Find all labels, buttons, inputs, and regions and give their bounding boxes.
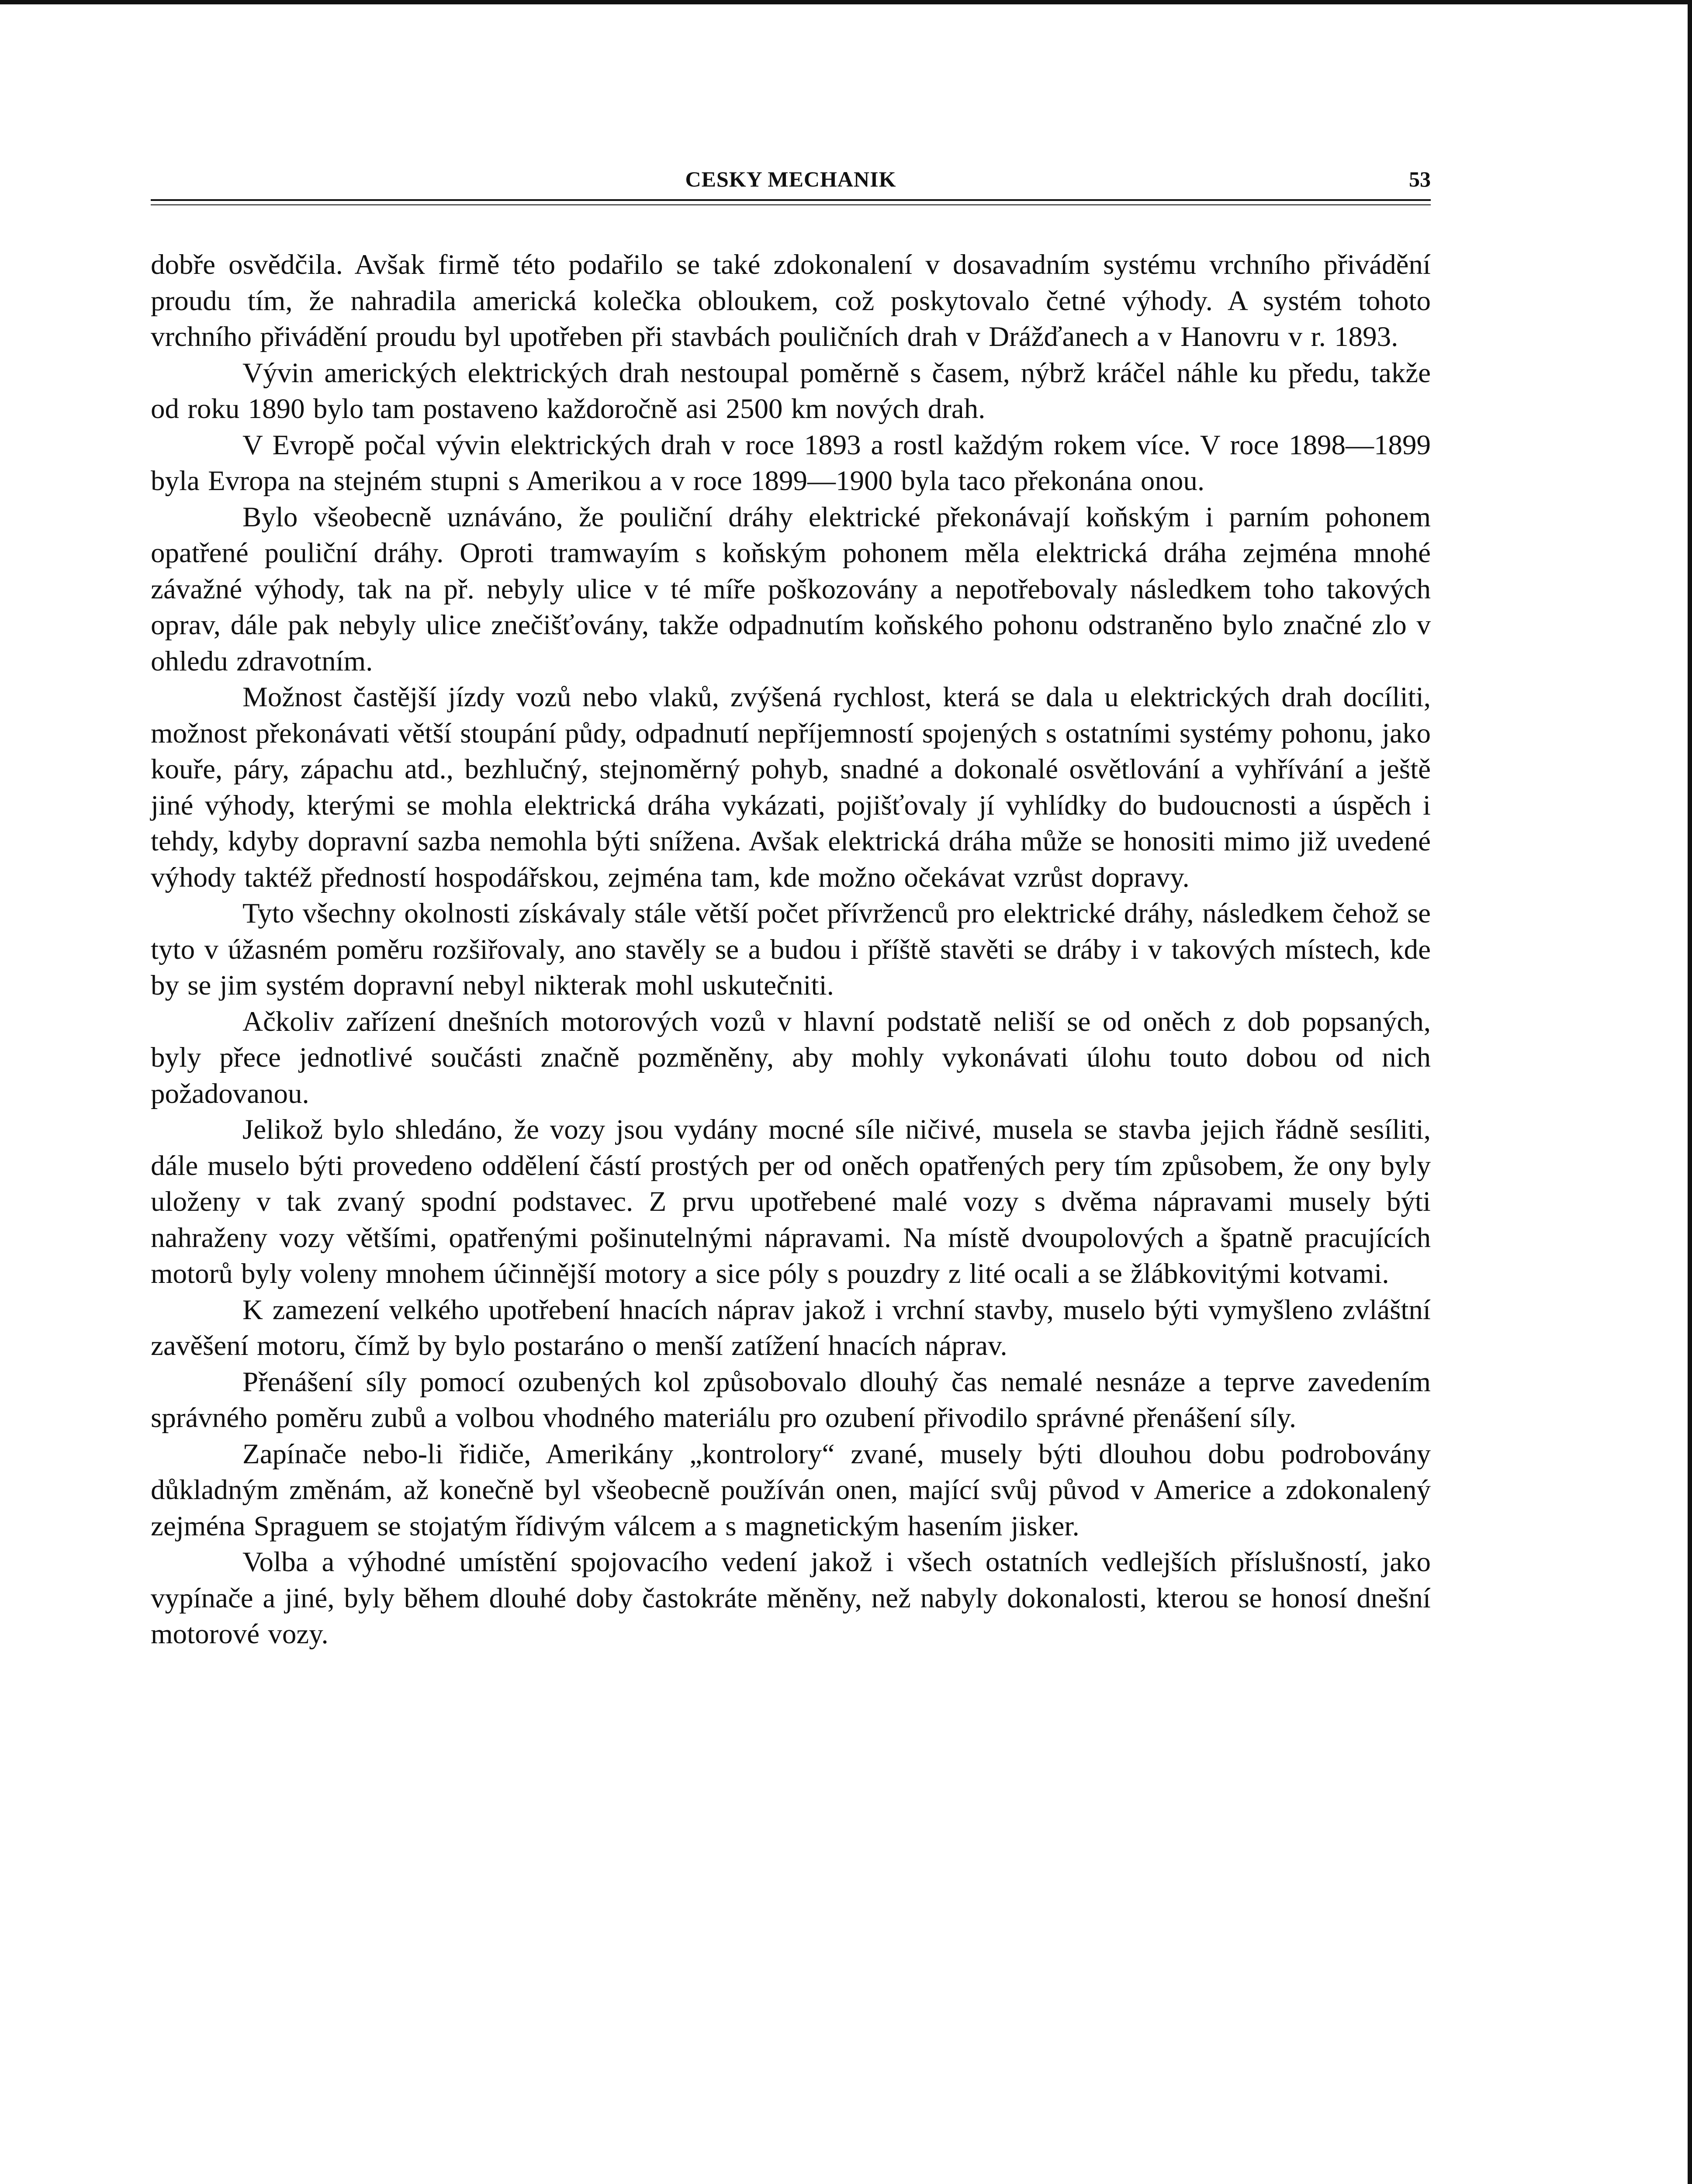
paragraph: Jelikož bylo shledáno, že vozy jsou vydány mocné síle ničivé, musela se stavba jejich řádně sesíliti, dále muselo býti provedeno oddělení částí prostých per od oněch opatřených pery tím způsobem, že ony byly uloženy v tak zvaný spodní podstavec. Z prvu upotřebené malé vozy s dvěma nápravami musely býti nahraženy vozy většími, opatřenými pošinutelnými nápravami. Na místě dvoupolových a špatně pracujících motorů byly voleny mnohem účinnější motory a sice póly s pouzdry z lité ocali a se žlábkovitými kotvami. <box>151 1114 1431 1289</box>
paragraph: K zamezení velkého upotřebení hnacích náprav jakož i vrchní stavby, muselo býti vymyšleno zvláštní zavěšení motoru, čímž by bylo postaráno o menší zatížení hnacích náprav. <box>151 1294 1431 1362</box>
header-rule-thin <box>151 204 1431 205</box>
page-number: 53 <box>1409 167 1431 191</box>
paragraph: dobře osvědčila. Avšak firmě této podařilo se také zdokonalení v dosavadním systému vrchního přivádění proudu tím, že nahradila americká kolečka obloukem, což poskytovalo četné výhody. A systém tohoto vrchního přivádění proudu byl upotřeben při stavbách pouličních drah v Drážďanech a v Hanovru v r. 1893. <box>151 249 1431 352</box>
paragraph: Bylo všeobecně uznáváno, že pouliční dráhy elektrické překonávají koňským i parním pohonem opatřené pouliční dráhy. Oproti tramwayím s koňským pohonem měla elektrická dráha zejména mnohé závažné výhody, tak na př. nebyly ulice v té míře poškozovány a nepotřebovaly následkem toho takových oprav, dále pak nebyly ulice znečišťovány, takže odpadnutím koňského pohonu odstraněno bylo značné zlo v ohledu zdravotním. <box>151 501 1431 677</box>
body-text <box>151 247 1431 1652</box>
paragraph: Zapínače nebo-li řidiče, Amerikány „kontrolory“ zvané, musely býti dlouhou dobu podrobovány důkladným změnám, až konečně byl všeobecně používán onen, mající svůj původ v Americe a zdokonalený zejména Spraguem se stojatým řídivým válcem a s magnetickým hasením jisker. <box>151 1438 1431 1542</box>
paragraph: V Evropě počal vývin elektrických drah v roce 1893 a rostl každým rokem více. V roce 1898—1899 byla Evropa na stejném stupni s Amerikou a v roce 1899—1900 byla taco překonána onou. <box>151 429 1431 497</box>
paragraph: Přenášení síly pomocí ozubených kol způsobovalo dlouhý čas nemalé nesnáze a teprve zavedením správného poměru zubů a volbou vhodného materiálu pro ozubení přivodilo správné přenášení síly. <box>151 1366 1431 1434</box>
paragraph: Tyto všechny okolnosti získávaly stále větší počet přívrženců pro elektrické dráhy, následkem čehož se tyto v úžasném poměru rozšiřovaly, ano stavěly se a budou i příště stavěti se dráby i v takových místech, kde by se jim systém dopravní nebyl nikterak mohl uskutečniti. <box>151 898 1431 1001</box>
paragraph: Vývin amerických elektrických drah nestoupal poměrně s časem, nýbrž kráčel náhle ku předu, takže od roku 1890 bylo tam postaveno každoročně asi 2500 km nových drah. <box>151 357 1431 425</box>
paragraph: Ačkoliv zařízení dnešních motorových vozů v hlavní podstatě neliší se od oněch z dob popsaných, byly přece jednotlivé součásti značně pozměněny, aby mohly vykonávati úlohu touto dobou od nich požadovanou. <box>151 1006 1431 1109</box>
paragraph: Volba a výhodné umístění spojovacího vedení jakož i všech ostatních vedlejších příslušností, jako vypínače a jiné, byly během dlouhé doby častokráte měněny, než nabyly dokonalosti, kterou se honosí dnešní motorové vozy. <box>151 1546 1431 1650</box>
running-title: CESKY MECHANIK <box>685 167 896 191</box>
header-rule <box>151 199 1431 201</box>
page-header <box>151 166 1431 192</box>
paragraph: Možnost častější jízdy vozů nebo vlaků, zvýšená rychlost, která se dala u elektrických drah docíliti, možnost překonávati větší stoupání půdy, odpadnutí nepříjemností spojených s ostatními systémy pohonu, jako kouře, páry, zápachu atd., bezhlučný, stejnoměrný pohyb, snadné a dokonalé osvětlování a vyhřívání a ještě jiné výhody, kterými se mohla elektrická dráha vykázati, pojišťovaly jí vyhlídky do budoucnosti a úspěch i tehdy, kdyby dopravní sazba nemohla býti snížena. Avšak elektrická dráha může se honositi mimo již uvedené výhody taktéž předností hospodářskou, zejména tam, kde možno očekávat vzrůst dopravy. <box>151 681 1431 893</box>
